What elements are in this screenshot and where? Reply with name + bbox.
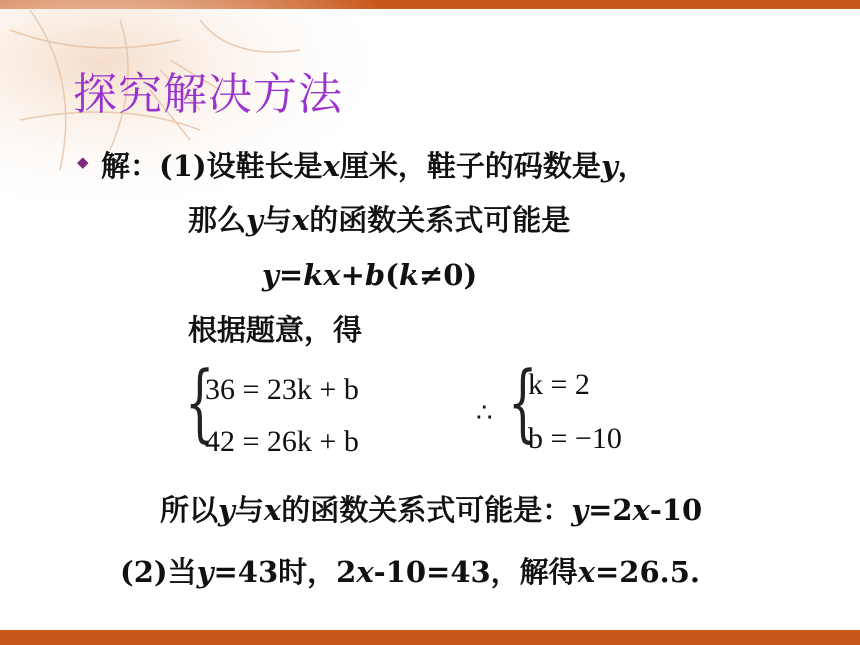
therefore-symbol: ∴: [476, 398, 493, 428]
diamond-bullet-icon: ◆: [77, 153, 89, 171]
bottom-border-bar: [0, 630, 860, 645]
solution-line-3-formula: y=kx+b(k≠0): [262, 258, 478, 292]
part-2-line: (2)当y=43时，2x-10=43，解得x=26.5.: [120, 555, 701, 589]
system-left-eq-1: 36 = 23k + b: [205, 373, 359, 406]
solution-line-4: 根据题意，得: [188, 313, 363, 347]
solution-line-2: 那么y与x的函数关系式可能是: [188, 203, 571, 237]
right-system-brace: {: [508, 353, 538, 451]
system-left-eq-2: 42 = 26k + b: [205, 425, 359, 458]
conclusion-line: 所以y与x的函数关系式可能是：y=2x-10: [160, 493, 703, 527]
system-right-eq-1: k = 2: [528, 368, 590, 401]
system-right-eq-2: b = −10: [528, 422, 622, 455]
page-title: 探究解决方法: [73, 69, 343, 120]
left-system-brace: {: [185, 353, 215, 451]
solution-line-1: 解：(1)设鞋长是x厘米，鞋子的码数是y，: [101, 149, 647, 183]
